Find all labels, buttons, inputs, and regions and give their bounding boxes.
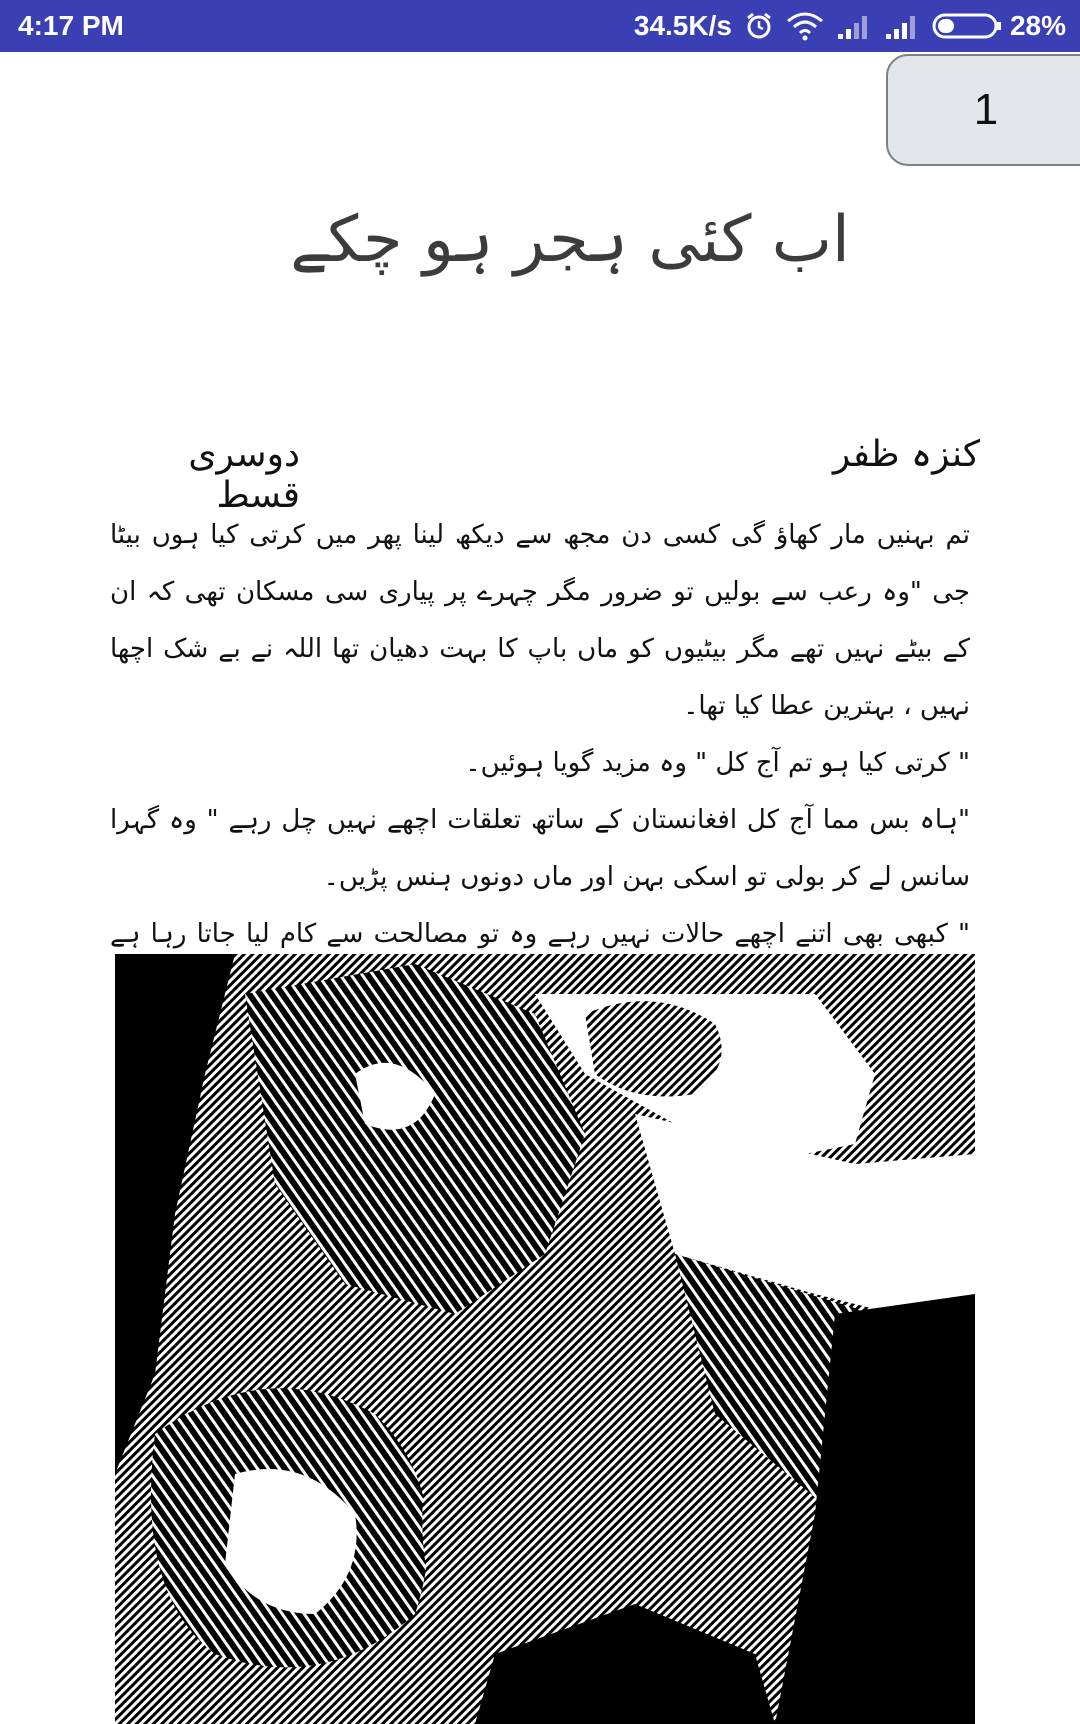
status-icons xyxy=(634,10,1066,42)
network-speed: 34.5K/s xyxy=(633,10,732,41)
story-body xyxy=(110,507,970,1020)
battery-icon xyxy=(932,12,1002,40)
status-time: 4:17 PM xyxy=(18,10,124,41)
story-illustration xyxy=(115,954,975,1724)
signal-icon xyxy=(884,12,920,40)
battery xyxy=(932,10,1066,42)
author-name: کنزہ ظفر xyxy=(832,434,980,475)
episode-label: دوسری قسط xyxy=(188,434,300,516)
signal-icon xyxy=(836,12,872,40)
page-number-tab[interactable] xyxy=(886,54,1080,166)
paragraph: " کرتی کیا ہو تم آج کل " وہ مزید گویا ہوئیں۔ xyxy=(465,748,970,778)
wifi-icon xyxy=(786,11,824,41)
story-title: اب کئی ہجر ہو چکے xyxy=(290,203,850,277)
illustration-image xyxy=(115,954,975,1724)
status-bar xyxy=(0,0,1080,52)
paragraph: " کبھی بھی اتنے اچھے حالات نہیں رہے وہ تو مصالحت سے کام لیا جاتا رہا ہے xyxy=(110,919,970,949)
page-number: 1 xyxy=(973,85,999,134)
paragraph: "ہاہ بس مما آج کل افغانستان کے ساتھ تعلقات اچھے نہیں چل رہے " وہ گہرا سانس لے کر بولی تو اسکی بہن اور ماں دونوں ہنس پڑیں۔ xyxy=(110,805,970,892)
reader-page[interactable] xyxy=(0,52,1080,1686)
battery-percent: 28% xyxy=(1009,10,1066,41)
paragraph: تم بہنیں مار کھاؤ گی کسی دن مجھ سے دیکھ لینا پھر میں کرتی کیا ہوں بیٹا جی "وہ رعب سے بولیں تو ضرور مگر چہرے پر پیاری سی مسکان تھی کہ ان کے بیٹے نہیں تھے مگر بیٹیوں کو ماں باپ کا بہت دھیان تھا اللہ نے بے شک اچھا نہیں ، بہترین عطا کیا تھا۔ xyxy=(110,520,970,721)
alarm-icon xyxy=(744,11,774,41)
